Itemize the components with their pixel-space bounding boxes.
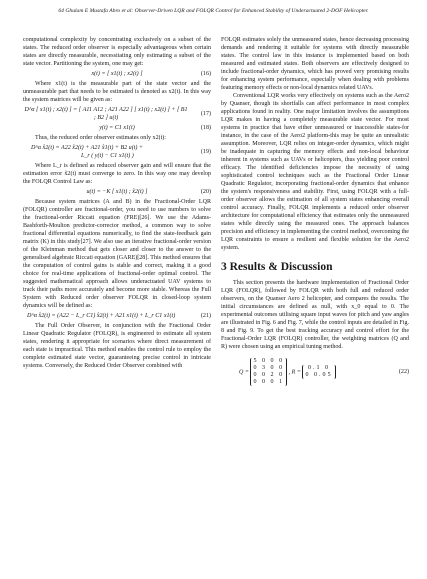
equation-number: (18) [200, 125, 211, 131]
paragraph: FOLQR estimates solely the unmeasured states, hence decreasing processing demands and rendering it suitable for systems with directly measurable states. The control law in this instance is implemented based on both measured and estimated states. Both observers are effectively designed to include fractional-order dynamics, which has proved very promising results for enhancing system performance, especially when dealing with problems featuring memory effects or non-local dynamics related UAVs. [221, 37, 409, 91]
paragraph: Where L_r is defined as reduced observer gain and will ensure that the estimation error x̃2(t) must converge to zero. In this way one may develop the FOLQR Control Law as: [23, 163, 211, 185]
paragraph: Thus, the reduced order observer estimates only x2(t): [35, 135, 166, 141]
matrix-row: 0 0.05 [305, 372, 333, 378]
matrix-row: 5 0 0 0 [253, 358, 285, 364]
r-matrix [302, 365, 335, 379]
equation-number: (22) [398, 369, 409, 375]
running-header: 64 Ghulam E Mustafa Abro et al: Observer-Driven LQR and FOLQR Control for Enhanced Stability of Underactuated 2-DOF Helicopter. [58, 8, 369, 14]
section-heading [221, 260, 409, 274]
paragraph: Where x1(t) is the measurable part of the state vector and the unmeasurable part that needs to be estimated is denoted as x2(t). In this way the system matrices will be given as: [23, 81, 211, 103]
paragraph: This section presents the hardware implementation of Fractional Order LQR (FOLQR), followed by FOLQR with both full and reduced order observers, on the Quanser Aero 2 helicopter, and compares the results. The initial circumstances are defined as null, with x_0 equal to 0. The experimental outcomes utilising square input waves for pitch and yaw angles are illustrated in Fig. 6 and Fig. 7, while the control inputs are detailed in Fig. 8 and Fig. 9. To get the best tracking accuracy and control effort for the Fractional-Order LQR (FOLQR) controller, the weighting matrices (Q and R) were chosen using an empirical tuning method. [221, 280, 409, 350]
matrix-row: 0.1 0 [307, 365, 331, 371]
q-label: Q = [239, 369, 249, 376]
matrix-row: 0 0 2 0 [253, 372, 285, 378]
section-number: 3 [221, 261, 227, 273]
section-title: Results & Discussion [229, 261, 333, 273]
equation-22 [221, 356, 409, 388]
equation-body: D^α x̂2(t) = (A22 − L_r C1) x̂2(t) + A21 x1(t) + L_r C1 x1(t) [27, 313, 176, 319]
equation-line: L_r ( y(t) − C1 x1(t) ) [81, 153, 134, 159]
q-matrix [250, 358, 287, 386]
paragraph: computational complexity by concentrating exclusively on a subset of the states. The reduced order observer is especially advantageous when certain states are directly measurable, necessitating only estimating a subset of the state vector. Partitioning the system, one may get: [23, 37, 211, 67]
equation-number: (17) [200, 111, 211, 117]
equation-body: u(t) = −K [ x1(t) ; x̂2(t) ] [86, 189, 148, 195]
equation-19 [23, 144, 211, 160]
equation-18 [23, 124, 211, 132]
equation-number: (16) [200, 71, 211, 77]
equation-number: (19) [200, 149, 211, 155]
matrix-row: 0 0 0 1 [253, 379, 285, 385]
weighting-matrices [239, 358, 336, 386]
paragraph: Because system matrices (A and B) in the Fractional-Order LQR (FOLQR) controller are fractional-order, you need to use numbers to solve the fractional-order Riccati equation (FRE)[26]. We use the Adams-Bashforth-Moulton predictor-corrector method, a common way to solve fractional differential equations numerically, to find the state-feedback gain matrix (K) in this study[27]. We also use an iterative fractional-order version of the Kleinman method that gets closer and closer to the answer to the generalised algebraic Riccati equation (GARE)[28]. This method ensures that the computation of control gains is stable and correct, making it a good choice for real-time applications of fractional-order optimal control. The suggested mathematical approach allows underactuated UAV systems to track their paths more accurately and become more stable. Whereas the Full System with Reduced order observer FOLQR in closed-loop system dynamics will be defined as: [23, 199, 211, 309]
right-column [221, 36, 409, 390]
equation-line: D^α x̂2(t) = A22 x̂2(t) + A21 x̂1(t) + B2 u(t) + [31, 145, 143, 151]
equation-number: (21) [200, 313, 211, 319]
r-label: , R = [288, 369, 301, 376]
equation-16 [23, 70, 211, 78]
equation-21 [23, 312, 211, 320]
matrix-row: 0 3 0 0 [253, 365, 285, 371]
equation-20 [23, 188, 211, 196]
left-column [23, 36, 211, 370]
equation-body: y(t) = C1 x1(t) [99, 125, 135, 131]
paragraph: The Full Order Observer, in conjunction with the Fractional Order Linear Quadratic Regulator (FOLQR), is engineered to estimate all system states, rendering it appropriate for scenarios where direct measurement of each state is impractical. This method enables the control rule to employ the complete estimated state vector, guaranteeing precise control in intricate systems. Conversely, the Reduced Order Observer combined with [23, 323, 211, 369]
equation-body: x(t) = [ x1(t) ; x2(t) ] [91, 71, 143, 77]
equation-number: (20) [200, 189, 211, 195]
equation-17 [23, 106, 211, 122]
paragraph: Conventional LQR works very effectively on systems such as the Aero2 by Quanser, though its shortfalls can affect performance in most complex applications found in reality. One major limitation involves the assumptions LQR makes in having a completely measurable state vector. For most systems in practice that have either unmeasured or inaccessible states-for instance, in the case of the Aero2 platform-this may be quite an unrealistic assumption. Moreover, LQR relies on integer-order dynamics, which might be inadequate in capturing the memory effects and non-local behaviour inherent in systems such as UAVs or helicopters, thus yielding poor control efficacy. The identified deficiencies impose the necessity of using sophisticated control techniques such as the Fractional Order Linear Quadratic Regulator, incorporating fractional-order dynamics that enhance the system's responsiveness and stability. First, using FOLQR with a full-order observer allows the estimation of all system states enhancing overall control accuracy. Finally, FOLQR implements a reduced order observer architecture for computational efficiency that estimates only the unmeasured states while directly using the measured ones. The approach balances precision and efficiency in implementing the control method, overcoming the LQR constraints to ensure a resilient and flexible solution for the Aero2 system. [221, 93, 409, 251]
equation-body: D^α [ x1(t) ; x2(t) ] = [ A11 A12 ; A21 A22 ] [ x1(t) ; x2(t) ] + [ B1 ; B2 ] u(t) [24, 107, 188, 121]
